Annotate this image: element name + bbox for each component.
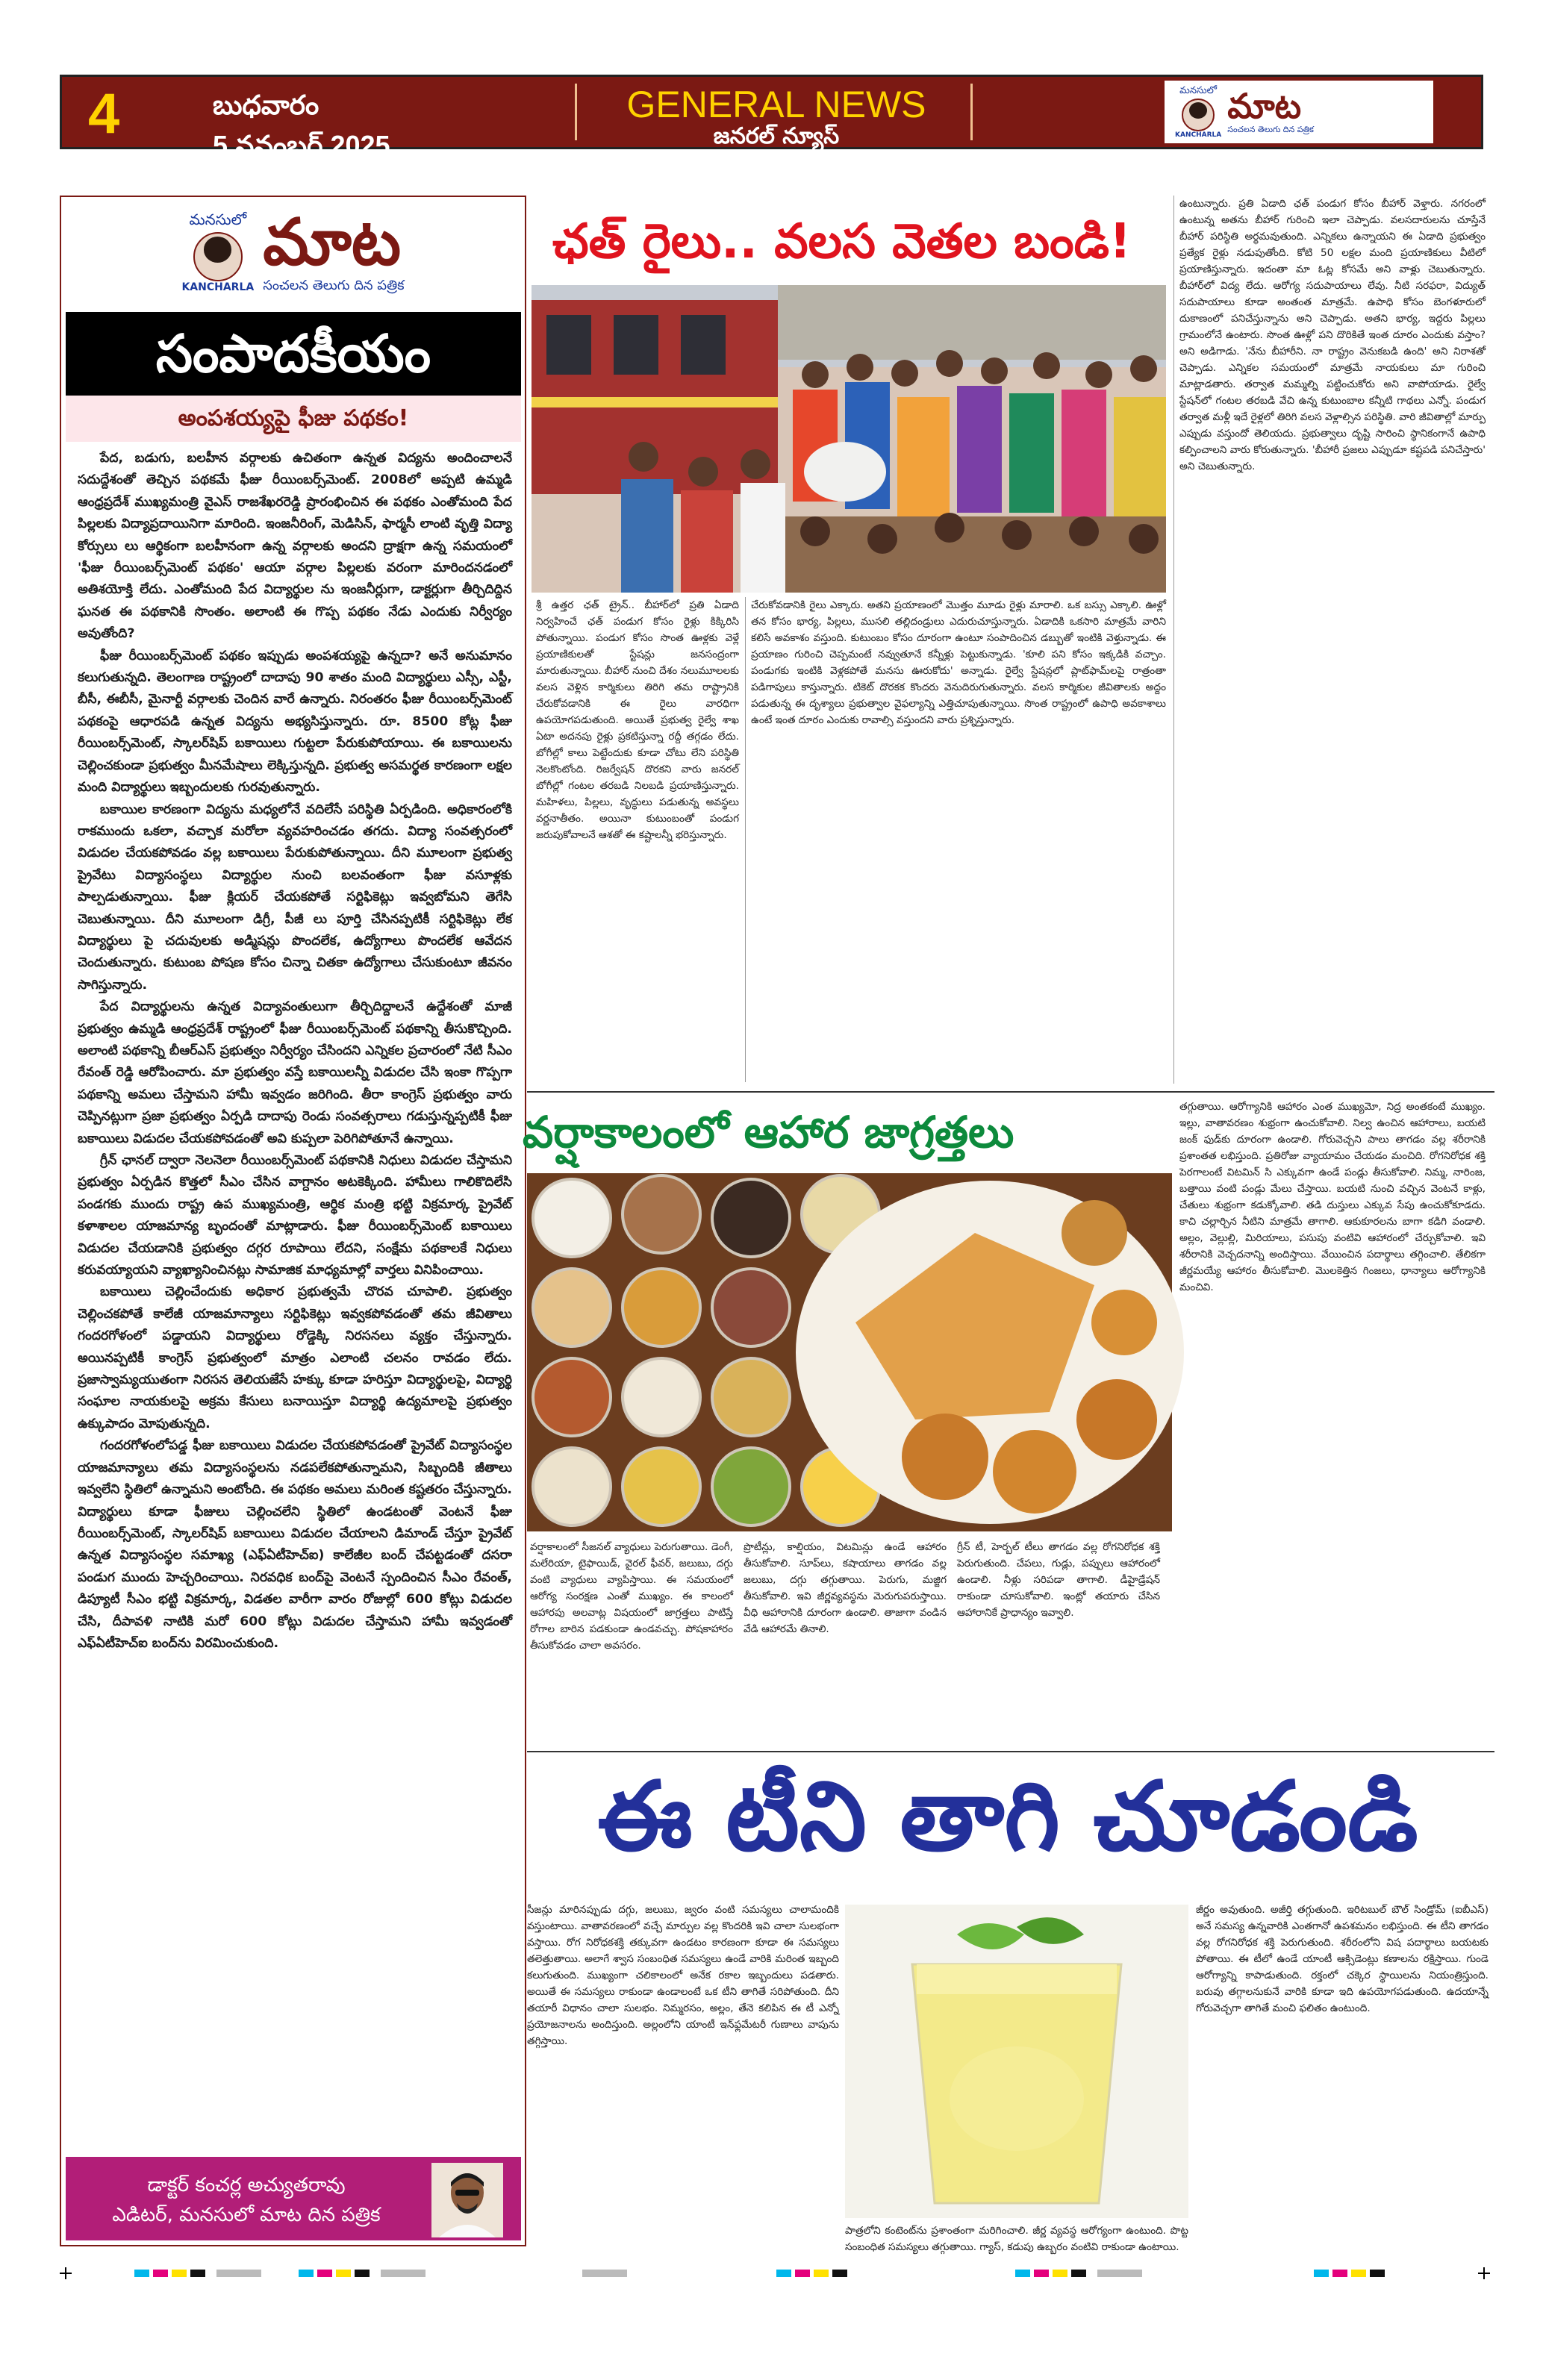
editorial-paragraph: పేద విద్యార్థులను ఉన్నత విద్యావంతులుగా తీర్చిదిద్దాలనే ఉద్దేశంతో మాజీ ప్రభుత్వం ఉమ్మడి ఆంధ్రప్రదేశ్ రాష్ట్రంలో ఫీజు రీయింబర్స్‌మెంట్ పథకాన్ని తీసుకొచ్చింది. అలాంటి పథకాన్ని బీఆర్ఎస్ ప్రభుత్వం నిర్వీర్యం చేసిందని ఎన్నికల ప్రచారంలో నేటి సీఎం రేవంత్ రెడ్డి ఆరోపించారు. మా ప్రభుత్వం వస్తే బకాయిలన్నీ విడుదల చేసి ఇంకా గొప్పగా పథకాన్ని అమలు చేస్తామని హామీ ఇవ్వడం జరిగింది. తీరా కాంగ్రెస్ ప్రభుత్వం వారు చెప్పినట్లుగా ప్రజా ప్రభుత్వం ఏర్పడి దాదాపు రెండు సంవత్సరాలు గడుస్తున్నప్పటికీ ఫీజు బకాయిలు విడుదల చేయకపోవడంతో అవి కుప్పలా పెరిగిపోతూనే ఉన్నాయి. [78,999,512,1146]
page-number: 4 [88,82,120,146]
editorial-paragraph: గందరగోళంలోపడ్డ ఫీజు బకాయిలు విడుదల చేయకపోవడంతో ప్రైవేట్ విద్యాసంస్థల యాజమాన్యాలు తమ విద్యాసంస్థలను నడపలేకపోతున్నామని, సిబ్బందికి జీతాలు ఇవ్వలేని స్థితిలో ఉన్నామని అంటోంది. ఈ పథకం అమలు మరింత కష్టతరం చేస్తున్నారు. విద్యార్థులు కూడా ఫీజులు చెల్లించలేని స్థితిలో ఉండటంతో వెంటనే ఫీజు రీయింబర్స్‌మెంట్, స్కాలర్‌షిప్ బకాయిలు విడుదల చేయాలని డిమాండ్ చేస్తూ ప్రైవేట్ ఉన్నత విద్యాసంస్థల సమాఖ్య (ఎఫ్ఏటీహెచ్ఐ) కాలేజీల బంద్ చేపట్టడంతో దసరా పండుగ ముందు హెచ్చరించాయి. నిరవధిక బంద్‌పై వెంటనే స్పందించిన సీఎం రేవంత్, డిప్యూటీ సీఎం భట్టి విక్రమార్క, విడతల వారీగా వారం రోజుల్లో 600 కోట్లు విడుదల చేసి, దీపావళి నాటికి మరో 600 కోట్లు విడుదల చేస్తామని హామీ ఇవ్వడంతో ఎఫ్ఏటీహెచ్ఐ బంద్‌ను విరమించుకుంది. [78,1438,512,1651]
tea-column-3: జీర్ణం అవుతుంది. అజీర్తి తగ్గుతుంది. ఇరిటబుల్ బౌల్ సిండ్రోమ్ (ఐబీఎస్) అనే సమస్య ఉన్నవారికి ఎంతగానో ఉపశమనం లభిస్తుంది. ఈ టీని తాగడం వల్ల రోగనిరోధక శక్తి పెరుగుతుంది. శరీరంలోని విష పదార్థాలు బయటకు పోతాయి. ఈ టీలో ఉండే యాంటీ ఆక్సిడెంట్లు కణాలను రక్షిస్తాయి. గుండె ఆరోగ్యాన్ని కాపాడుతుంది. రక్తంలో చక్కెర స్థాయిలను నియంత్రిస్తుంది. బరువు తగ్గాలనుకునే వారికి కూడా ఇది ఉపయోగపడుతుంది. ఉదయాన్నే గోరువెచ్చగా తాగితే మంచి ఫలితం ఉంటుంది. [1196,1904,1489,2014]
section-divider [527,1751,1494,1752]
author-title: ఎడిటర్, మనసులో మాట దిన పత్రిక [112,2204,381,2226]
header-divider [575,84,577,140]
author-credit [78,2170,414,2230]
section-subtitle: జనరల్ న్యూస్ [713,123,840,149]
section-divider [527,1091,1494,1093]
chhath-column-3: ఉంటున్నారు. ప్రతి ఏడాది ఛత్ పండుగ కోసం బీహార్ వెళ్తారు. నగరంలో ఉంటున్న అతను బీహార్ గురించి ఇలా చెప్పాడు. వలసదారులను చూస్తేనే బీహార్ పరిస్థితి అర్థమవుతుంది. ఎన్నికలు ఉన్నాయని ఈ ఏడాది ప్రభుత్వం ప్రత్యేక రైళ్లు నడుపుతోంది. కోటి 50 లక్షల మంది ప్రయాణికులు వీటిలో ప్రయాణిస్తున్నారు. ఇదంతా మా ఓట్ల కోసమే అని వాళ్లు చెబుతున్నారు. బీహార్‌లో విద్య లేదు. ఆరోగ్య సదుపాయాలు లేవు. నీటి సరఫరా, విద్యుత్ సదుపాయాలు కూడా అంతంత మాత్రమే. ఉపాధి కోసం బెంగళూరులో దుకాణంలో పనిచేస్తున్నాను అని చెప్పాడు. అతని భార్య, ఇద్దరు పిల్లలు గ్రామంలోనే ఉంటారు. సొంత ఊళ్లో పని దొరికితే ఇంత దూరం ఎందుకు వస్తాం? అని అడిగాడు. 'నేను బీహారీని. నా రాష్ట్రం వెనుకబడి ఉంది' అని నిరాశతో చెప్పాడు. ఎన్నికల సమయంలో మాత్రమే నాయకులు మా గురించి మాట్లాడతారు. తర్వాత మమ్మల్ని పట్టించుకోరు అని వాపోయాడు. రైల్వే స్టేషన్‌లో గంటల తరబడి వేచి ఉన్న కుటుంబాల కన్నీటి గాథలు ఎన్నో. పండుగ తర్వాత మళ్లీ ఇదే రైళ్లలో తిరిగి వలస వెళ్లాల్సిన పరిస్థితి. వారి జీవితాల్లో మార్పు ఎప్పుడు వస్తుందో తెలియదు. ప్రభుత్వాలు దృష్టి సారించి స్థానికంగానే ఉపాధి కల్పించాలని వారు కోరుతున్నారు. 'బీహారీ ప్రజలు ఎప్పుడూ కష్టపడి పనిచేస్తారు' అని చెబుతున్నారు. [1179,198,1486,472]
tea-column-2: పాత్రలోని కంటెంట్‌ను ప్రశాంతంగా మరిగించాలి. జీర్ణ వ్యవస్థ ఆరోగ్యంగా ఉంటుంది. పొట్ట సంబంధిత సమస్యలు తగ్గుతాయి. గ్యాస్, కడుపు ఉబ్బరం వంటివి రాకుండా ఉంటాయి. [845,2225,1188,2253]
monsoon-headline: వర్షాకాలంలో ఆహార జాగ్రత్తలు [523,1107,1014,1158]
logo-name: KANCHARLA [1175,131,1222,139]
founder-photo-icon [1182,99,1215,131]
food-grains-photo [527,1173,1172,1531]
founder-photo-icon [193,232,243,281]
section-title: GENERAL NEWS [626,84,926,125]
logo-name: KANCHARLA [181,281,255,293]
editorial-headline: అంపశయ్యపై ఫీజు పథకం! [66,396,521,442]
chhath-column-1: శ్రీ ఉత్తర ఛత్ ట్రైన్.. బీహార్‌లో ప్రతి ఏడాది నిర్వహించే ఛత్ పండుగ కోసం రైళ్లు కిక్కిరిసి పోతున్నాయి. పండుగ కోసం సొంత ఊళ్లకు వెళ్లే ప్రయాణికులతో స్టేషన్లు జనసంద్రంగా మారుతున్నాయి. బీహార్ నుంచి దేశం నలుమూలలకు వలస వెళ్లిన కార్మికులు తిరిగి తమ రాష్ట్రానికి చేరుకోవడానికి ఈ రైలు వారధిగా ఉపయోగపడుతుంది. అయితే ప్రభుత్వ రైల్వే శాఖ ఏటా అదనపు రైళ్లు ప్రకటిస్తున్నా రద్దీ తగ్గడం లేదు. బోగీల్లో కాలు పెట్టేందుకు కూడా చోటు లేని పరిస్థితి నెలకొంటోంది. రిజర్వేషన్ దొరకని వారు జనరల్ బోగీల్లో గంటల తరబడి నిలబడి ప్రయాణిస్తున్నారు. మహిళలు, పిల్లలు, వృద్ధులు పడుతున్న అవస్థలు వర్ణనాతీతం. అయినా కుటుంబంతో పండుగ జరుపుకోవాలనే ఆశతో ఈ కష్టాలన్నీ భరిస్తున్నారు. [536,599,739,841]
author-name: డాక్టర్ కంచర్ల అచ్యుతరావు [147,2174,346,2196]
column-rule [1173,196,1174,1084]
editorial-paragraph: బకాయిల కారణంగా విద్యను మధ్యలోనే వదిలేసే పరిస్థితి ఏర్పడింది. అధికారంలోకి రాకముందు ఒకలా, వచ్చాక మరోలా వ్యవహరించడం తగదు. విద్యా సంవత్సరంలో విడుదల చేయకపోవడం వల్ల బకాయిలు పేరుకుపోతున్నాయి. దీని మూలంగా ప్రభుత్వ ప్రైవేటు విద్యాసంస్థలు విద్యార్థుల నుంచి బలవంతంగా ఫీజు వసూళ్లకు పాల్పడుతున్నాయి. ఫీజు క్లియర్ చేయకపోతే సర్టిఫికెట్లు ఇవ్వబోమని తెగేసి చెబుతున్నాయి. దీని మూలంగా డిగ్రీ, పీజీ లు పూర్తి చేసినప్పటికీ సర్టిఫికెట్లు లేక విద్యార్థులు పై చదువులకు అడ్మిషన్లు పొందలేక, ఉద్యోగాలు పొందలేక ఆవేదన చెందుతున్నారు. కుటుంబ పోషణ కోసం చిన్నా చితకా ఉద్యోగాలు చేసుకుంటూ జీవనం సాగిస్తున్నారు. [78,802,512,993]
editorial-paragraph: పేద, బడుగు, బలహీన వర్గాలకు ఉచితంగా ఉన్నత విద్యను అందించాలనే సదుద్దేశంతో తెచ్చిన పథకమే ఫీజు రీయింబర్స్‌మెంట్. 2008లో అప్పటి ఉమ్మడి ఆంధ్రప్రదేశ్ ముఖ్యమంత్రి వైఎస్ రాజశేఖరరెడ్డి ప్రారంభించిన ఈ పథకం ఎంతోమంది పేద పిల్లలకు విద్యాప్రదాయినిగా మారింది. ఇంజనీరింగ్, మెడిసిన్, ఫార్మసీ లాంటి వృత్తి విద్యా కోర్సులు లు ఆర్థికంగా బలహీనంగా ఉన్న వర్గాలకు అందని ద్రాక్షగా ఉన్న సమయంలో 'ఫీజు రీయింబర్స్‌మెంట్ పథకం' ఆయా వర్గాల పిల్లలకు వరంగా మారిందనడంలో అతిశయోక్తి లేదు. ఎంతోమంది పేద విద్యార్థుల ను ఇంజనీర్లుగా, డాక్టర్లుగా తీర్చిదిద్దిన ఘనత ఈ పథకానికి సొంతం. అలాంటి ఈ గొప్ప పథకం నేడు ఎందుకు నిర్వీర్యం అవుతోంది? [78,451,512,642]
print-registration-marks [45,2267,1508,2279]
editorial-banner: సంపాదకీయం [66,312,521,396]
logo-tagline: సంచలన తెలుగు దిన పత్రిక [263,277,405,293]
logo-small-text: మనసులో [1179,85,1218,96]
author-photo [431,2163,503,2237]
chhath-headline: ఛత్ రైలు.. వలస వెతల బండి! [552,214,1132,269]
issue-date [213,85,526,166]
monsoon-column-1: వర్షాకాలంలో సీజనల్ వ్యాధులు పెరుగుతాయి. డెంగీ, మలేరియా, టైఫాయిడ్, వైరల్ ఫీవర్, జలుబు, దగ్గు వంటి వ్యాధులు వ్యాపిస్తాయి. ఈ సమయంలో ఆరోగ్య సంరక్షణ ఎంతో ముఖ్యం. ఈ కాలంలో ఆహారపు అలవాట్ల విషయంలో జాగ్రత్తలు పాటిస్తే రోగాల బారిన పడకుండా ఉండవచ్చు. పోషకాహారం తీసుకోవడం చాలా అవసరం. [530,1541,733,1652]
editorial-paragraph: బకాయిలు చెల్లించేందుకు అధికార ప్రభుత్వమే చొరవ చూపాలి. ప్రభుత్వం చెల్లించకపోతే కాలేజీ యాజమాన్యాలు సర్టిఫికెట్లు ఇవ్వకపోవడంతో తమ జీవితాలు గందరగోళంలో పడ్డాయని విద్యార్థులు రోడ్డెక్కి నిరసనలు వ్యక్తం చేస్తున్నారు. అయినప్పటికీ కాంగ్రెస్ ప్రభుత్వంలో మాత్రం ఎలాంటి చలనం రావడం లేదు. ప్రజాస్వామ్యయుతంగా నిరసన తెలియజేసే హక్కు కూడా హరిస్తూ విద్యార్థులపై, విద్యార్థి సంఘాల నాయకులపై అక్రమ కేసులు బనాయిస్తూ విద్యార్థి ఉద్యమాలపై ప్రభుత్వం ఉక్కుపాదం మోపుతున్నది. [78,1284,512,1431]
header-divider [970,84,973,140]
logo-small-text: మనసులో [189,210,247,228]
logo-tagline: సంచలన తెలుగు దిన పత్రిక [1227,125,1314,134]
tea-headline: ఈ టీని తాగి చూడండి [597,1761,1418,1873]
issue-weekday: బుధవారం [213,90,319,120]
column-rule [745,597,746,1082]
logo-main-text: మాట [263,204,402,280]
editorial-paragraph: గ్రీన్ ఛానల్ ద్వారా నెలనెలా రీయింబర్స్‌మెంట్ పథకానికి నిధులు విడుదల చేస్తామని ప్రభుత్వం ఏర్పడిన కొత్తలో సీఎం చేసిన వాగ్దానం అటకెక్కింది. హామీలు గాలికొదిలేసి పండగకు ముందు రాష్ట్ర ఉప ముఖ్యమంత్రి, ఆర్థిక మంత్రి భట్టి విక్రమార్క ప్రైవేట్ కళాశాలల యాజమాన్య బృందంతో మాట్లాడారు. ఫీజు రీయింబర్స్‌మెంట్ బకాయిలు విడుదల చేయడానికి ప్రభుత్వం దగ్గర రూపాయి లేదని, సంక్షేమ పథకాలకే నిధులు కరువయ్యాయని వ్యాఖ్యానించినట్లు సామాజిక మాధ్యమాల్లో వార్తలు వినిపించాయి. [78,1153,512,1278]
lemon-tea-photo [845,1905,1188,2218]
editorial-paragraph: ఫీజు రీయింబర్స్‌మెంట్ పథకం ఇప్పుడు అంపశయ్యపై ఉన్నదా? అనే అనుమానం కలుగుతున్నది. తెలంగాణ రాష్ట్రంలో దాదాపు 90 శాతం మంది విద్యార్థులు ఎస్సీ, ఎస్టీ, బీసీ, ఈబీసీ, మైనార్టీ వర్గాలకు చెందిన వారే ఉన్నారు. నిరంతరం ఫీజు రీయింబర్స్‌మెంట్ పథకంపై ఆధారపడి ఉన్నత విద్యను అభ్యసిస్తున్నారు. రూ. 8500 కోట్ల ఫీజు రీయింబర్స్‌మెంట్, స్కాలర్‌షిప్ బకాయిలు గుట్టలా పేరుకుపోయాయి. ఈ బకాయిలను చెల్లించకుండా ప్రభుత్వం మీనమేషాలు లెక్కిస్తున్నది. ప్రభుత్వ అసమర్థత కారణంగా లక్షల మంది విద్యార్థులు ఇబ్బందులకు గురవుతున్నారు. [78,648,512,796]
chhath-column-2: చేరుకోవడానికి రైలు ఎక్కారు. అతని ప్రయాణంలో మొత్తం మూడు రైళ్లు మారాలి. ఒక బస్సు ఎక్కాలి. ఊళ్లో తన కోసం భార్య, పిల్లలు, ముసలి తల్లిదండ్రులు ఎదురుచూస్తున్నారు. ఏడాదికి ఒకసారి మాత్రమే వారిని కలిసే అవకాశం వస్తుంది. కుటుంబం కోసం దూరంగా ఉంటూ సంపాదించిన డబ్బుతో ఇంటికి వెళ్తున్నాడు. ఈ ప్రయాణం గురించి చెప్పమంటే నవ్వుతూనే కన్నీళ్లు పెట్టుకున్నాడు. 'కూలి పని కోసం ఇక్కడికి వచ్చాం. పండుగకు ఇంటికి వెళ్లకపోతే మనసు ఊరుకోదు' అన్నాడు. రైల్వే స్టేషన్లలో ప్లాట్‌ఫామ్‌లపై రాత్రంతా పడిగాపులు కాస్తున్నారు. టికెట్ దొరకక కొందరు వెనుదిరుగుతున్నారు. వలస కార్మికుల జీవితాలకు అద్దం పడుతున్న ఈ దృశ్యాలు ప్రభుత్వాల వైఫల్యాన్ని ఎత్తిచూపుతున్నాయి. సొంత రాష్ట్రంలో ఉపాధి అవకాశాలు ఉంటే ఇంత దూరం ఎందుకు రావాల్సి వస్తుందని వారు ప్రశ్నిస్తున్నారు. [751,599,1167,726]
monsoon-column-2: ప్రొటీన్లు, కాల్షియం, విటమిన్లు ఉండే ఆహారం తీసుకోవాలి. సూప్‌లు, కషాయాలు తాగడం వల్ల జలుబు, దగ్గు తగ్గుతాయి. పెరుగు, మజ్జిగ తీసుకోవాలి. ఇవి జీర్ణవ్యవస్థను మెరుగుపరుస్తాయి. వీధి ఆహారానికి దూరంగా ఉండాలి. తాజాగా వండిన వేడి ఆహారమే తినాలి. [744,1541,947,1635]
masthead-logo [1165,81,1433,143]
tea-column-1: సీజన్లు మారినప్పుడు దగ్గు, జలుబు, జ్వరం వంటి సమస్యలు చాలామందికి వస్తుంటాయి. వాతావరణంలో వచ్చే మార్పుల వల్ల కొందరికి ఇవి చాలా సులభంగా వస్తాయి. రోగ నిరోధకశక్తి తక్కువగా ఉండటం కారణంగా కూడా ఈ సమస్యలు తలెత్తుతాయి. అలాగే శ్వాస సంబంధిత సమస్యలు ఉండే వారికి మరింత ఇబ్బంది కలుగుతుంది. ముఖ్యంగా చలికాలంలో అనేక రకాల ఇబ్బందులు పడతారు. అయితే ఈ సమస్యలు రాకుండా ఉండాలంటే ఒక టీని తాగితే సరిపోతుంది. దీని తయారీ విధానం చాలా సులభం. నిమ్మరసం, అల్లం, తేనె కలిపిన ఈ టీ ఎన్నో ప్రయోజనాలను అందిస్తుంది. అల్లంలోని యాంటీ ఇన్‌ఫ్లమేటరీ గుణాలు వాపును తగ్గిస్తాయి. [527,1904,839,2047]
monsoon-right-column: తగ్గుతాయి. ఆరోగ్యానికి ఆహారం ఎంత ముఖ్యమో, నిద్ర అంతకంటే ముఖ్యం. ఇల్లు, వాతావరణం శుభ్రంగా ఉంచుకోవాలి. నిల్వ ఉంచిన ఆహారాలు, బయటి జంక్ ఫుడ్‌కు దూరంగా ఉండాలి. గోరువెచ్చని పాలు తాగడం వల్ల శరీరానికి ప్రశాంతత లభిస్తుంది. ప్రతిరోజు వ్యాయామం చేయడం మంచిది. రోగనిరోధక శక్తి పెరగాలంటే విటమిన్ సి ఎక్కువగా ఉండే పండ్లు తీసుకోవాలి. నిమ్మ, నారింజ, బత్తాయి వంటి పండ్లు మేలు చేస్తాయి. బయటి నుంచి వచ్చిన వెంటనే కాళ్లు, చేతులు శుభ్రంగా కడుక్కోవాలి. తడి దుస్తులు ఎక్కువ సేపు ఉంచుకోకూడదు. కాచి చల్లార్చిన నీటిని మాత్రమే తాగాలి. ఆకుకూరలను బాగా కడిగి వండాలి. అల్లం, వెల్లుల్లి, మిరియాలు, పసుపు వంటివి ఆహారంలో చేర్చుకోవాలి. ఇవి శరీరానికి వెచ్చదనాన్ని అందిస్తాయి. వేయించిన పదార్థాలు తగ్గించాలి. తేలికగా జీర్ణమయ్యే ఆహారం తీసుకోవాలి. మొలకెత్తిన గింజలు, ధాన్యాలు ఆరోగ్యానికి మంచివి. [1179,1101,1486,1293]
monsoon-column-3: గ్రీన్ టీ, హెర్బల్ టీలు తాగడం వల్ల రోగనిరోధక శక్తి పెరుగుతుంది. చేపలు, గుడ్లు, పప్పులు ఆహారంలో ఉండాలి. నీళ్లు సరిపడా తాగాలి. డీహైడ్రేషన్ రాకుండా చూసుకోవాలి. ఇంట్లో తయారు చేసిన ఆహారానికే ప్రాధాన్యం ఇవ్వాలి. [957,1541,1160,1619]
logo-main-text: మాట [1227,86,1302,126]
issue-date-text: 5 నవంబర్ 2025 [213,130,390,160]
editorial-body [78,448,512,2142]
editorial-logo [75,203,511,300]
train-crowd-photo [532,285,1166,593]
